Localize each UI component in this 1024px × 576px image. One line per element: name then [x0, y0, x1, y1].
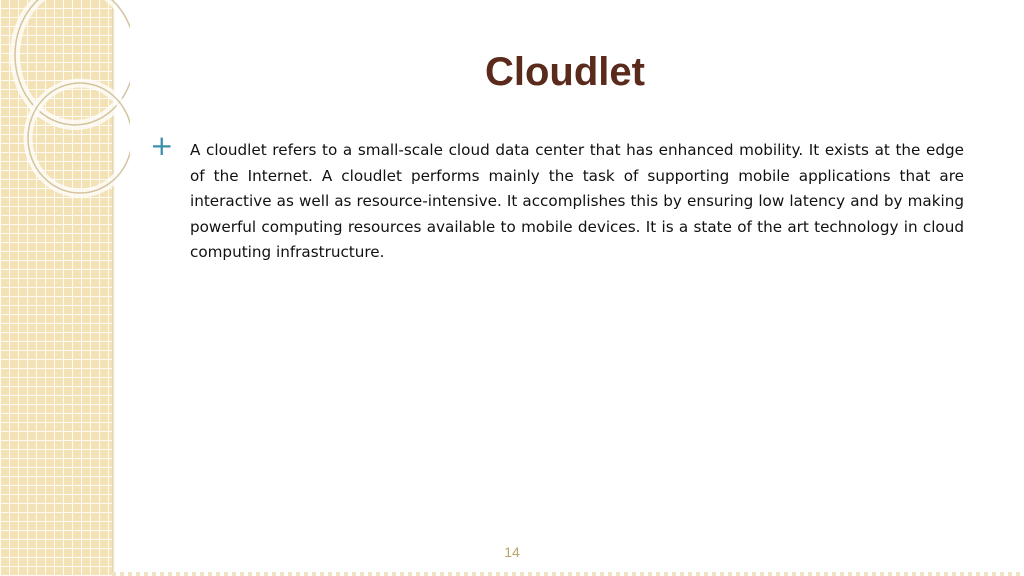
- page-number: 14: [504, 544, 520, 560]
- bottom-decorative-strip: [112, 572, 1024, 576]
- ring-ornament-icon: [0, 0, 130, 200]
- bullet-item: [150, 129, 964, 266]
- slide-title: Cloudlet: [485, 50, 645, 94]
- plus-icon: +: [150, 129, 174, 162]
- bullet-list: [150, 129, 964, 266]
- bullet-text: A cloudlet refers to a small-scale cloud data center that has enhanced mobility. It exists at the edge of the Internet. A cloudlet performs mainly the task of supporting mobile applications that are interactive as well as resource-intensive. It accomplishes this by ensuring low latency and by making powerful computing resources available to mobile devices. It is a state of the art technology in cloud computing infrastructure.: [190, 141, 964, 262]
